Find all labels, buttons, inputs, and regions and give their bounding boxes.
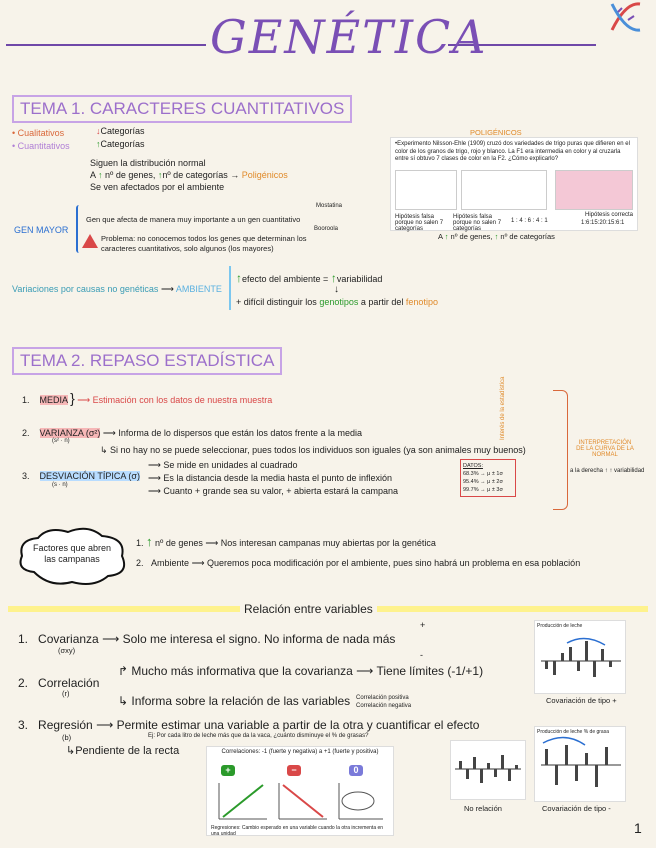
variaciones-label: Variaciones por causas no genéticas ⟶ AMBIENTE [12, 284, 222, 294]
booroola-label: Booroola [314, 226, 339, 232]
gen-mayor-label: GEN MAYOR [14, 225, 69, 235]
hipotesis-2: Hipótesis falsa porque no salen 7 categorías [453, 214, 502, 232]
regresion-example: Ej: Por cada litro de leche más que da la vaca, ¿cuánto disminuye el % de grasas? [148, 733, 369, 739]
experimento-text: •Experimento Nilsson-Ehle (1909) cruzó dos variedades de trigo puras que difieren en el color de los granos de trigo, rojo y blanco. La F1 era intermedia en color y al cruzarla entre sí obtuvo 7 clases de color en la F2. ¿Cómo explicarlo? [395, 141, 630, 162]
cov-neg-chart: Producción de leche % de grasa [534, 726, 626, 802]
cov-pos-caption: Covariación de tipo + [546, 696, 617, 705]
varianza-row: 2. VARIANZA (σ²) ⟶ Informa de lo dispersos que están los datos frente a la media [22, 428, 362, 438]
bullet-list [12, 128, 70, 151]
categorias-down: Categorías [100, 126, 145, 136]
correlacion-t2: ↳ Informa sobre la relación de las variables [118, 694, 351, 708]
ambiente-bracket [229, 266, 231, 310]
varianza-text2: ↳ Si no hay no se puede seleccionar, pues todos los individuos son iguales (ya son animales muy buenos) [100, 445, 526, 455]
pendiente: ↳Pendiente de la recta [66, 745, 180, 757]
right-note: INTERPRETACIÓN DE LA CURVA DE LA NORMAL [576, 440, 634, 458]
factor-1: 1. ↑ nº de genes ⟶ Nos interesan campanas muy abiertas por la genética [136, 534, 436, 549]
covarianza-row: 1. Covarianza ⟶ Solo me interesa el signo. No informa de nada más [18, 632, 396, 646]
line-normal: Siguen la distribución normal [90, 158, 206, 168]
hipotesis-3: Hipótesis correcta [585, 212, 634, 218]
corr-sign-zero: 0 [349, 765, 363, 776]
dificil-line: + difícil distinguir los genotipos a partir del fenotipo [236, 297, 438, 307]
correlacion-t1: ↱ Mucho más informativa que la covarianza ⟶ Tiene límites (-1/+1) [118, 664, 484, 678]
correlation-figure [206, 746, 394, 836]
categorias-block: ↓Categorías ↑Categorías [96, 126, 145, 149]
regresion-row: 3. Regresión ⟶ Permite estimar una variable a partir de la otra y cuantificar el efecto [18, 718, 480, 732]
poligenicos-card [390, 137, 638, 231]
page-number: 1 [634, 820, 642, 836]
desviacion-bullets: ⟶ Se mide en unidades al cuadrado ⟶ Es la distancia desde la media hasta el punto de inflexión ⟶ Cuanto + grande sea su valor, + abierta estará la campana [148, 460, 399, 496]
ratio-2: 1:6:15:20:15:6:1 [581, 220, 625, 226]
page-title: GENÉTICA [210, 10, 488, 64]
line-poligenicos: A ↑ nº de genes, ↑nº de categorías → Poligénicos [90, 170, 288, 180]
warning-icon [82, 234, 98, 248]
corr-plots [213, 781, 389, 821]
corr-title: Correlaciones: -1 (fuerte y negativa) a +1 (fuerte y positiva) [221, 749, 379, 755]
problema-text: Problema: no conocemos todos los genes que determinan los caracteres cuantitativos, solo algunos (los mayores) [101, 234, 307, 253]
no-rel-chart [450, 740, 526, 800]
media-row: 1. MEDIA } ⟶ Estimación con los datos de nuestra muestra [22, 390, 273, 406]
corr-small: Correlación positiva Correlación negativa [356, 695, 412, 709]
tema1-heading: TEMA 1. CARACTERES CUANTITATIVOS [12, 95, 352, 123]
cov-minus: - [420, 650, 423, 660]
poligenicos-caption: A ↑ nº de genes, ↑ nº de categorías [438, 232, 555, 241]
regresion-sym: (b) [62, 733, 72, 742]
cov-pos-chart: Producción de leche [534, 620, 626, 694]
poligenicos-title: POLIGÉNICOS [470, 128, 522, 137]
cov-plus: + [420, 620, 426, 630]
covarianza-sym: (σxy) [58, 646, 76, 655]
hipotesis-1: Hipótesis falsa porque no salen 7 categorías [395, 214, 444, 232]
title-rule-left [6, 44, 206, 46]
relacion-heading: Relación entre variables [240, 602, 377, 616]
vertical-label: Interés de la estadística [500, 376, 506, 440]
factor-2: 2. Ambiente ⟶ Queremos poca modificación por el ambiente, pues sino habrá un problema en esa población [136, 558, 581, 568]
gen-mayor-text: Gen que afecta de manera muy importante a un gen cuantitativo [86, 215, 301, 224]
corr-sign-neg: − [287, 765, 301, 776]
right-small: a la derecha ↑ ↑ variabilidad [570, 468, 645, 474]
cloud-text: Factores que abren las campanas [32, 543, 112, 564]
bullet-cualitativos: • Cualitativos [12, 128, 65, 138]
bullet-cuantitativos: • Cuantitativos [12, 141, 70, 151]
efecto-line: ↑efecto del ambiente = ↑variabilidad [236, 271, 383, 285]
varianza-sub: (s² · n) [52, 438, 70, 444]
datos-box: DATOS: 68.3% → μ ± 1σ 95.4% → μ ± 2σ 99.7% → μ ± 3σ [460, 459, 516, 497]
corr-footer: Regresiones: Cambio esperado en una variable cuando la otra incrementa en una unidad [211, 825, 384, 837]
categorias-up: Categorías [100, 139, 145, 149]
mostatina-label: Mostatina [316, 203, 343, 209]
desviacion-row: 3. DESVIACIÓN TÍPICA (σ) [22, 471, 140, 481]
dna-icon [606, 0, 646, 34]
correlacion-row: 2. Correlación [18, 676, 100, 690]
corr-sign-pos: + [221, 765, 235, 776]
down-arrow: ↓ [334, 284, 339, 295]
punnett-grids [395, 170, 633, 210]
cov-neg-caption: Covariación de tipo - [542, 804, 611, 813]
correlacion-sym: (r) [62, 689, 70, 698]
no-rel-caption: No relación [464, 804, 502, 813]
tema2-heading: TEMA 2. REPASO ESTADÍSTICA [12, 347, 282, 375]
line-ambiente: Se ven afectados por el ambiente [90, 182, 225, 192]
ratio-1: 1 : 4 : 6 : 4 : 1 [511, 218, 548, 224]
bracket-right [553, 390, 568, 510]
desviacion-sub: (s · n) [52, 482, 68, 488]
